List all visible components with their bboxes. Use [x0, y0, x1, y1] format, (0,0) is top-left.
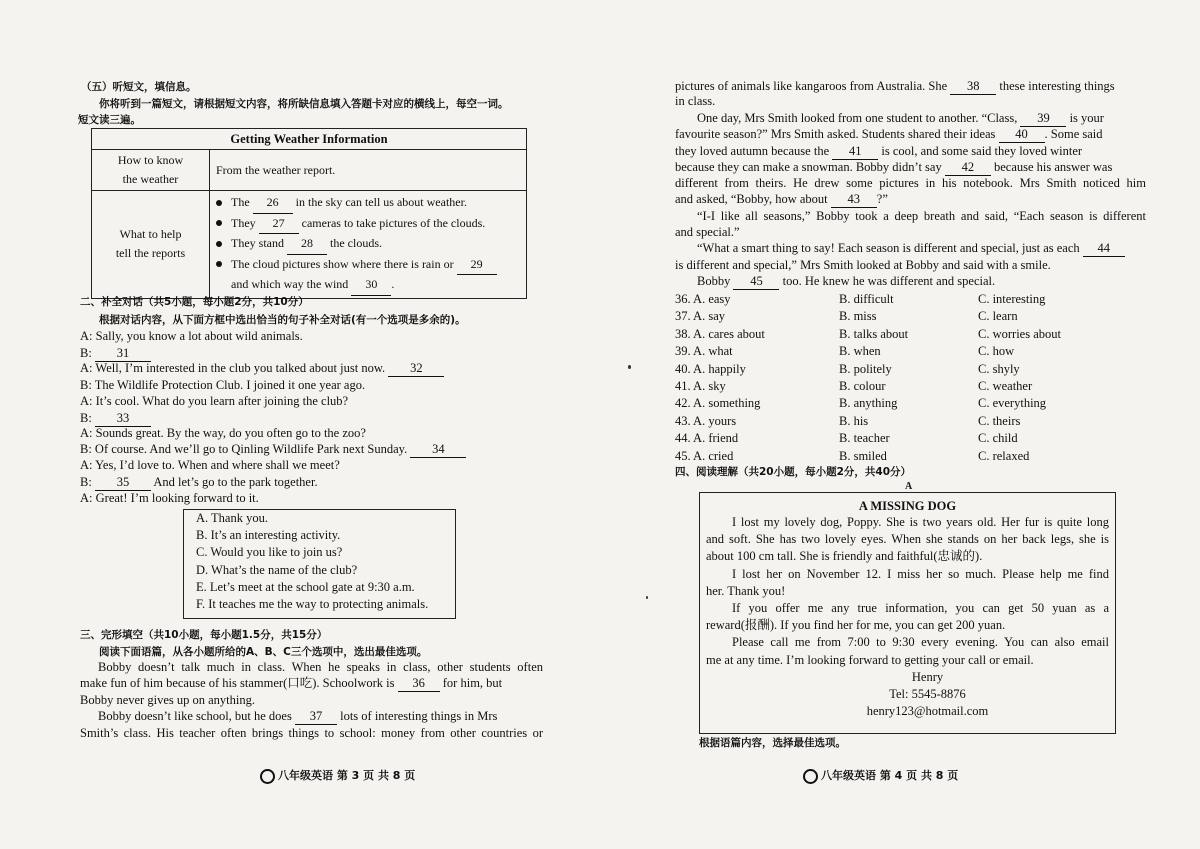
blank-28[interactable]: 28	[287, 234, 327, 255]
passage-line: Bobby 45 too. He knew he was different and special.	[697, 274, 996, 288]
choice-option-c[interactable]: C. learn	[978, 309, 1018, 324]
choice-option-a[interactable]: 40. A. happily	[675, 361, 746, 376]
choice-option-c[interactable]: C. how	[978, 344, 1015, 359]
blank-42[interactable]: 42	[945, 160, 991, 176]
notice-line: I lost her on November 12. I miss her so much. Please help me find	[732, 566, 1109, 581]
section5-title: （五）听短文，填信息。	[81, 81, 197, 93]
choice-option-a[interactable]: 38. A. cares about	[675, 326, 765, 341]
blank-30[interactable]: 30	[351, 275, 391, 296]
bullet-item-cont: and which way the wind 30 .	[210, 275, 526, 296]
notice-line: If you offer me any true information, you can get 50 yuan as a	[732, 601, 1109, 616]
passage-line: they loved autumn because the 41 is cool, and some said they loved winter	[675, 144, 1083, 158]
choice-option-c[interactable]: C. shyly	[978, 361, 1020, 376]
choice-option-b[interactable]: B. when	[839, 344, 881, 359]
bullet-item: They 27 cameras to take pictures of the clouds.	[210, 214, 526, 235]
options-box	[183, 509, 456, 619]
table-title: Getting Weather Information	[92, 129, 527, 150]
dialog-line: B: 33	[80, 411, 151, 427]
table-row-value: From the weather report.	[210, 150, 527, 191]
page-footer-left: 八年级英语 第 3 页 共 8 页	[260, 767, 415, 784]
choice-option-a[interactable]: 42. A. something	[675, 396, 761, 411]
blank-34[interactable]: 34	[410, 442, 466, 458]
option-b: B. It’s an interesting activity.	[196, 528, 341, 543]
blank-29[interactable]: 29	[457, 255, 497, 276]
section2-title: 二、补全对话（共5小题，每小题2分，共10分）	[80, 296, 309, 308]
table-row-label: What to help tell the reports	[92, 191, 210, 299]
blank-38[interactable]: 38	[950, 79, 996, 95]
notice-line: Please call me from 7:00 to 9:30 every evening. You can also email	[732, 635, 1109, 650]
passage-line: because they can make a snowman. Bobby didn’t say 42 because his answer was	[675, 160, 1113, 174]
passage-line: Smith’s class. His teacher often brings things to school: money from other countries or	[80, 726, 543, 740]
notice-line: I lost my lovely dog, Poppy. She is two years old. Her fur is quite long	[732, 515, 1109, 529]
blank-36[interactable]: 36	[398, 676, 440, 692]
notice-line: me at any time. I’m looking forward to getting your call or email.	[706, 652, 1034, 667]
dialog-line: A: It’s cool. What do you learn after joining the club?	[80, 394, 349, 408]
dialog-line: B: Of course. And we’ll go to Qinling Wildlife Park next Sunday. 34	[80, 442, 466, 458]
notice-line: and soft. She has two lovely eyes. When she stands on her back legs, she is	[706, 532, 1109, 547]
dialog-line: A: Sounds great. By the way, do you often go to the zoo?	[80, 426, 366, 440]
passage-line: Bobby doesn’t talk much in class. When he speaks in class, other students often	[98, 660, 543, 674]
notice-line: reward(报酬). If you find her for me, you can get 200 yuan.	[706, 618, 1006, 633]
choice-option-b[interactable]: B. teacher	[839, 431, 890, 446]
section5-instruction-2: 短文读三遍。	[78, 114, 141, 126]
choice-option-a[interactable]: 43. A. yours	[675, 413, 737, 428]
section3-title: 三、完形填空（共10小题，每小题1.5分，共15分）	[80, 629, 328, 641]
choice-option-b[interactable]: B. his	[839, 413, 869, 428]
choice-option-b[interactable]: B. difficult	[839, 292, 894, 306]
blank-41[interactable]: 41	[832, 144, 878, 160]
notice-signature: Henry	[911, 669, 944, 684]
notice-line: about 100 cm tall. She is friendly and faithful(忠诚的).	[706, 549, 983, 564]
table-bullets	[210, 191, 527, 299]
bullet-item: They stand 28 the clouds.	[210, 234, 526, 255]
option-e: E. Let’s meet at the school gate at 9:30 a.m.	[196, 579, 415, 594]
dialog-line: B: The Wildlife Protection Club. I joined it one year ago.	[80, 378, 366, 392]
choice-option-a[interactable]: 41. A. sky	[675, 379, 726, 393]
section5-instruction: 你将听到一篇短文，请根据短文内容，将所缺信息填入答题卡对应的横线上，每空一词。	[99, 98, 509, 110]
blank-35[interactable]: 35	[95, 475, 151, 491]
choice-option-c[interactable]: C. interesting	[978, 292, 1046, 306]
choice-option-a[interactable]: 39. A. what	[675, 344, 733, 359]
table-row-label: How to know the weather	[92, 150, 210, 191]
notice-phone: Tel: 5545-8876	[889, 687, 966, 702]
choice-option-b[interactable]: B. miss	[839, 309, 877, 324]
dialog-line: B: 35 And let’s go to the park together.	[80, 475, 318, 489]
blank-40[interactable]: 40	[999, 127, 1045, 143]
blank-27[interactable]: 27	[259, 214, 299, 235]
blank-33[interactable]: 33	[95, 411, 151, 427]
passage-line: in class.	[675, 94, 716, 108]
blank-44[interactable]: 44	[1083, 241, 1125, 257]
weather-info-table	[91, 128, 527, 299]
dialog-line: A: Great! I’m looking forward to it.	[80, 491, 259, 505]
publisher-logo-icon	[260, 769, 275, 784]
passage-line: pictures of animals like kangaroos from Australia. She 38 these interesting things	[675, 79, 1115, 93]
passage-line: and asked, “Bobby, how about 43 ?”	[675, 192, 888, 206]
scan-speck	[646, 596, 648, 599]
passage-line: One day, Mrs Smith looked from one student to another. “Class, 39 is your	[697, 111, 1104, 125]
passage-line: Bobby doesn’t like school, but he does 37 lots of interesting things in Mrs	[98, 709, 498, 723]
scan-speck	[628, 365, 631, 369]
passage-line: make fun of him because of his stammer(口吃). Schoolwork is 36 for him, but	[80, 676, 503, 690]
option-a: A. Thank you.	[196, 511, 268, 525]
bullet-item: The cloud pictures show where there is rain or 29	[210, 255, 526, 276]
section4-title: 四、阅读理解（共20小题，每小题2分，共40分）	[675, 466, 912, 478]
blank-39[interactable]: 39	[1020, 111, 1066, 127]
choice-option-a[interactable]: 44. A. friend	[675, 431, 739, 446]
bullet-item: The 26 in the sky can tell us about weather.	[210, 193, 526, 214]
choice-option-c[interactable]: C. theirs	[978, 413, 1021, 428]
passage-line: different from theirs. He drew some pictures in his notebook. Mrs Smith noticed him	[675, 176, 1146, 190]
blank-31[interactable]: 31	[95, 346, 151, 362]
choice-option-a[interactable]: 45. A. cried	[675, 448, 734, 463]
section3-instruction: 阅读下面语篇，从各小题所给的A、B、C三个选项中，选出最佳选项。	[99, 646, 428, 658]
notice-line: her. Thank you!	[706, 583, 786, 598]
blank-45[interactable]: 45	[733, 274, 779, 290]
choice-option-b[interactable]: B. politely	[839, 361, 892, 376]
option-d: D. What’s the name of the club?	[196, 562, 358, 577]
blank-37[interactable]: 37	[295, 709, 337, 725]
passage-line: “I-I like all seasons,” Bobby took a deep breath and said, “Each season is different	[697, 209, 1146, 223]
passage-line: favourite season?” Mrs Smith asked. Students shared their ideas 40 . Some said	[675, 127, 1103, 141]
choice-option-b[interactable]: B. smiled	[839, 448, 887, 463]
choice-option-c[interactable]: C. child	[978, 431, 1018, 446]
blank-32[interactable]: 32	[388, 361, 444, 377]
choice-option-c[interactable]: C. relaxed	[978, 448, 1030, 463]
dialog-line: A: Sally, you know a lot about wild animals.	[80, 329, 303, 343]
passage-line: “What a smart thing to say! Each season is different and special, just as each 44	[697, 241, 1125, 257]
publisher-logo-icon	[803, 769, 818, 784]
notice-email: henry123@hotmail.com	[866, 704, 989, 719]
choice-option-b[interactable]: B. colour	[839, 379, 886, 393]
passage-line: and special.”	[675, 225, 740, 239]
blank-43[interactable]: 43	[831, 192, 877, 208]
dialog-line: A: Well, I’m interested in the club you talked about just now. 32	[80, 361, 444, 377]
page-footer-right: 八年级英语 第 4 页 共 8 页	[803, 767, 958, 784]
choice-option-b[interactable]: B. talks about	[839, 326, 909, 341]
option-f: F. It teaches me the way to protecting animals.	[196, 597, 429, 612]
choice-option-c[interactable]: C. worries about	[978, 326, 1061, 341]
missing-dog-notice	[699, 492, 1116, 734]
passage-line: is different and special,” Mrs Smith looked at Bobby and said with a smile.	[675, 258, 1051, 272]
choice-option-a[interactable]: 37. A. say	[675, 309, 725, 324]
section4-letter: A	[905, 481, 913, 492]
choice-option-c[interactable]: C. everything	[978, 396, 1047, 411]
passage-line: Bobby never gives up on anything.	[80, 693, 255, 707]
choice-option-b[interactable]: B. anything	[839, 396, 898, 411]
choice-option-a[interactable]: 36. A. easy	[675, 292, 731, 306]
choice-option-c[interactable]: C. weather	[978, 379, 1033, 393]
dialog-line: A: Yes, I’d love to. When and where shall we meet?	[80, 458, 340, 472]
reading-instruction: 根据语篇内容，选择最佳选项。	[699, 737, 846, 749]
dialog-line: B: 31	[80, 346, 151, 362]
notice-title: A MISSING DOG	[858, 499, 957, 513]
blank-26[interactable]: 26	[253, 193, 293, 214]
section2-instruction: 根据对话内容，从下面方框中选出恰当的句子补全对话(有一个选项是多余的)。	[99, 314, 466, 326]
option-c: C. Would you like to join us?	[196, 545, 343, 560]
